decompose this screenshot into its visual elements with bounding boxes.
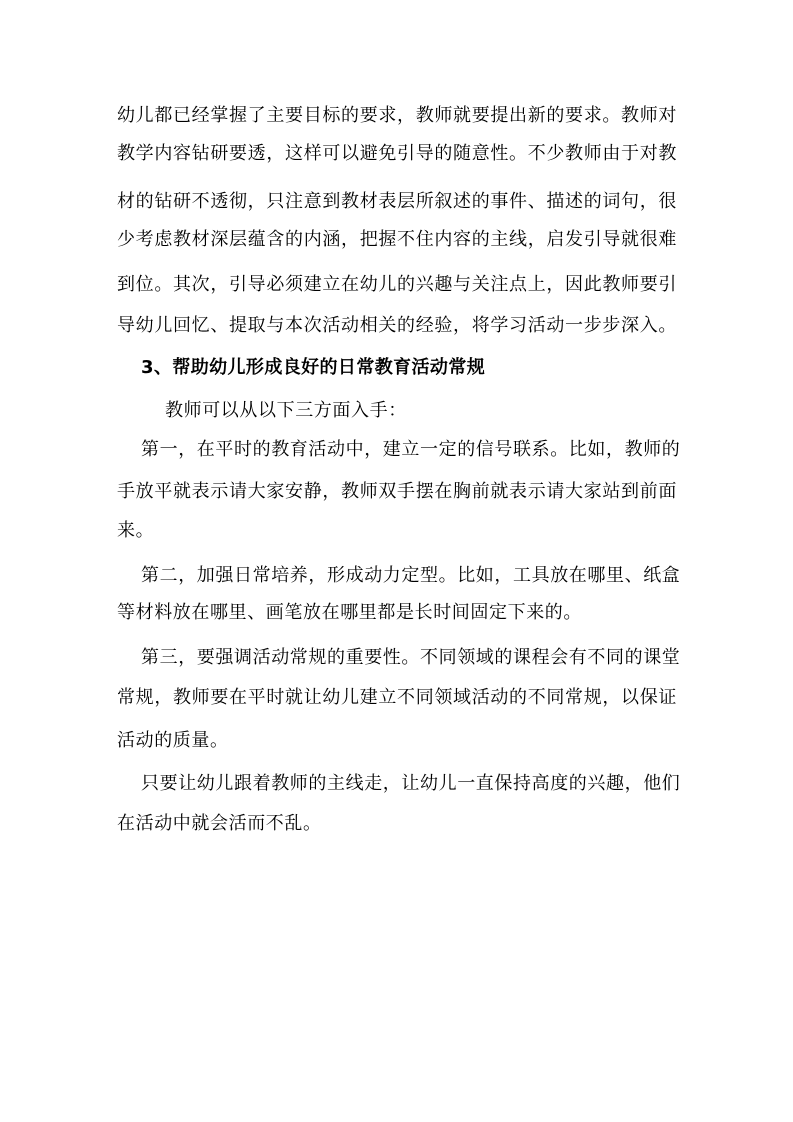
- intro-line: 教师可以从以下三方面入手：: [165, 400, 407, 421]
- paragraph-line: 来。: [117, 520, 155, 541]
- paragraph-line: 导幼儿回忆、提取与本次活动相关的经验，将学习活动一步步深入。: [117, 315, 677, 336]
- paragraph-line: 手放平就表示请大家安静，教师双手摆在胸前就表示请大家站到前面: [117, 481, 677, 502]
- paragraph-line: 等材料放在哪里、画笔放在哪里都是长时间固定下来的。: [117, 602, 582, 623]
- paragraph-line: 第三，要强调活动常规的重要性。不同领域的课程会有不同的课堂: [141, 647, 681, 668]
- paragraph-line: 第二，加强日常培养，形成动力定型。比如，工具放在哪里、纸盒: [141, 565, 681, 586]
- paragraph-line: 只要让幼儿跟着教师的主线走，让幼儿一直保持高度的兴趣，他们: [141, 773, 681, 794]
- paragraph-line: 教学内容钻研要透，这样可以避免引导的随意性。不少教师由于对教: [117, 143, 677, 164]
- paragraph-line: 幼儿都已经掌握了主要目标的要求，教师就要提出新的要求。教师对: [117, 105, 677, 126]
- paragraph-line: 第一，在平时的教育活动中，建立一定的信号联系。比如，教师的: [141, 439, 681, 460]
- paragraph-line: 材的钻研不透彻，只注意到教材表层所叙述的事件、描述的词句，很: [117, 191, 677, 212]
- paragraph-line: 在活动中就会活而不乱。: [117, 813, 322, 834]
- paragraph-line: 活动的质量。: [117, 730, 229, 751]
- section-heading: 3、帮助幼儿形成良好的日常教育活动常规: [141, 357, 486, 378]
- paragraph-line: 到位。其次，引导必须建立在幼儿的兴趣与关注点上，因此教师要引: [117, 274, 677, 295]
- paragraph-line: 少考虑教材深层蕴含的内涵，把握不住内容的主线，启发引导就很难: [117, 229, 677, 250]
- paragraph-line: 常规，教师要在平时就让幼儿建立不同领域活动的不同常规，以保证: [117, 687, 677, 708]
